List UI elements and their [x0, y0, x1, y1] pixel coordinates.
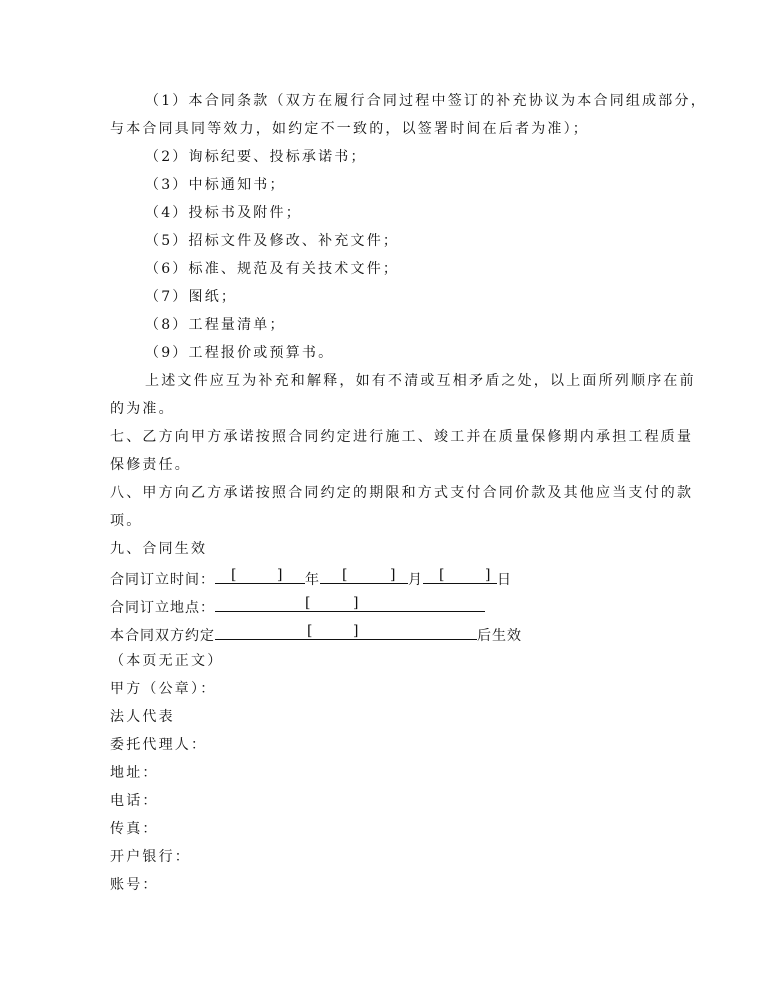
month-bracket-close: ]: [390, 567, 397, 583]
agree-bracket-open: [: [307, 623, 314, 639]
sign-time-day-field[interactable]: [423, 567, 497, 584]
legal-rep-label: 法人代表: [110, 709, 175, 725]
agree-bracket-close: ]: [353, 623, 360, 639]
year-bracket-close: ]: [277, 567, 284, 583]
bank-label: 开户银行：: [110, 849, 191, 865]
clause-8-line-1: 八、甲方向乙方承诺按照合同约定的期限和方式支付合同价款及其他应当支付的款: [110, 485, 694, 501]
clause-7-line-1: 七、乙方向甲方承诺按照合同约定进行施工、竣工并在质量保修期内承担工程质量: [110, 429, 694, 445]
sign-time-row: [110, 567, 512, 590]
agreement-row: [110, 623, 522, 646]
sign-time-month-field[interactable]: [320, 567, 408, 584]
sign-place-field[interactable]: [215, 595, 485, 612]
item-9: （9）工程报价或预算书。: [145, 345, 335, 361]
place-bracket-open: [: [305, 595, 312, 611]
day-bracket-open: [: [439, 567, 446, 583]
month-label: 月: [408, 572, 423, 588]
item-3: （3）中标通知书；: [145, 177, 286, 193]
day-bracket-close: ]: [485, 567, 492, 583]
order-paragraph-line-1: 上述文件应互为补充和解释，如有不清或互相矛盾之处，以上面所列顺序在前: [145, 373, 696, 389]
order-paragraph-line-2: 的为准。: [110, 401, 175, 417]
item-1-line-2: 与本合同具同等效力，如约定不一致的，以签署时间在后者为准）；: [110, 121, 589, 137]
clause-7-line-2: 保修责任。: [110, 457, 191, 473]
item-2: （2）询标纪要、投标承诺书；: [145, 149, 367, 165]
item-4: （4）投标书及附件；: [145, 205, 302, 221]
sign-place-label: 合同订立地点：: [110, 600, 215, 616]
sign-place-row: [110, 595, 485, 618]
year-label: 年: [305, 572, 320, 588]
item-5: （5）招标文件及修改、补充文件；: [145, 233, 400, 249]
item-8: （8）工程量清单；: [145, 317, 286, 333]
effective-label: 后生效: [477, 628, 522, 644]
day-label: 日: [497, 572, 512, 588]
no-text-note: （本页无正文）: [110, 653, 224, 669]
place-bracket-close: ]: [353, 595, 360, 611]
agreement-condition-field[interactable]: [215, 623, 477, 640]
sign-time-year-field[interactable]: [215, 567, 305, 584]
address-label: 地址：: [110, 765, 159, 781]
phone-label: 电话：: [110, 793, 159, 809]
fax-label: 传真：: [110, 821, 159, 837]
agreement-label: 本合同双方约定: [110, 628, 215, 644]
item-1-line-1: （1）本合同条款（双方在履行合同过程中签订的补充协议为本合同组成部分，: [145, 93, 707, 109]
agent-label: 委托代理人：: [110, 737, 208, 753]
clause-9-heading: 九、合同生效: [110, 541, 208, 557]
item-7: （7）图纸；: [145, 289, 238, 305]
clause-8-line-2: 项。: [110, 513, 143, 529]
item-6: （6）标准、规范及有关技术文件；: [145, 261, 400, 277]
account-label: 账号：: [110, 877, 159, 893]
month-bracket-open: [: [342, 567, 349, 583]
party-a-label: 甲方（公章）：: [110, 681, 217, 697]
year-bracket-open: [: [231, 567, 238, 583]
sign-time-label: 合同订立时间：: [110, 572, 215, 588]
